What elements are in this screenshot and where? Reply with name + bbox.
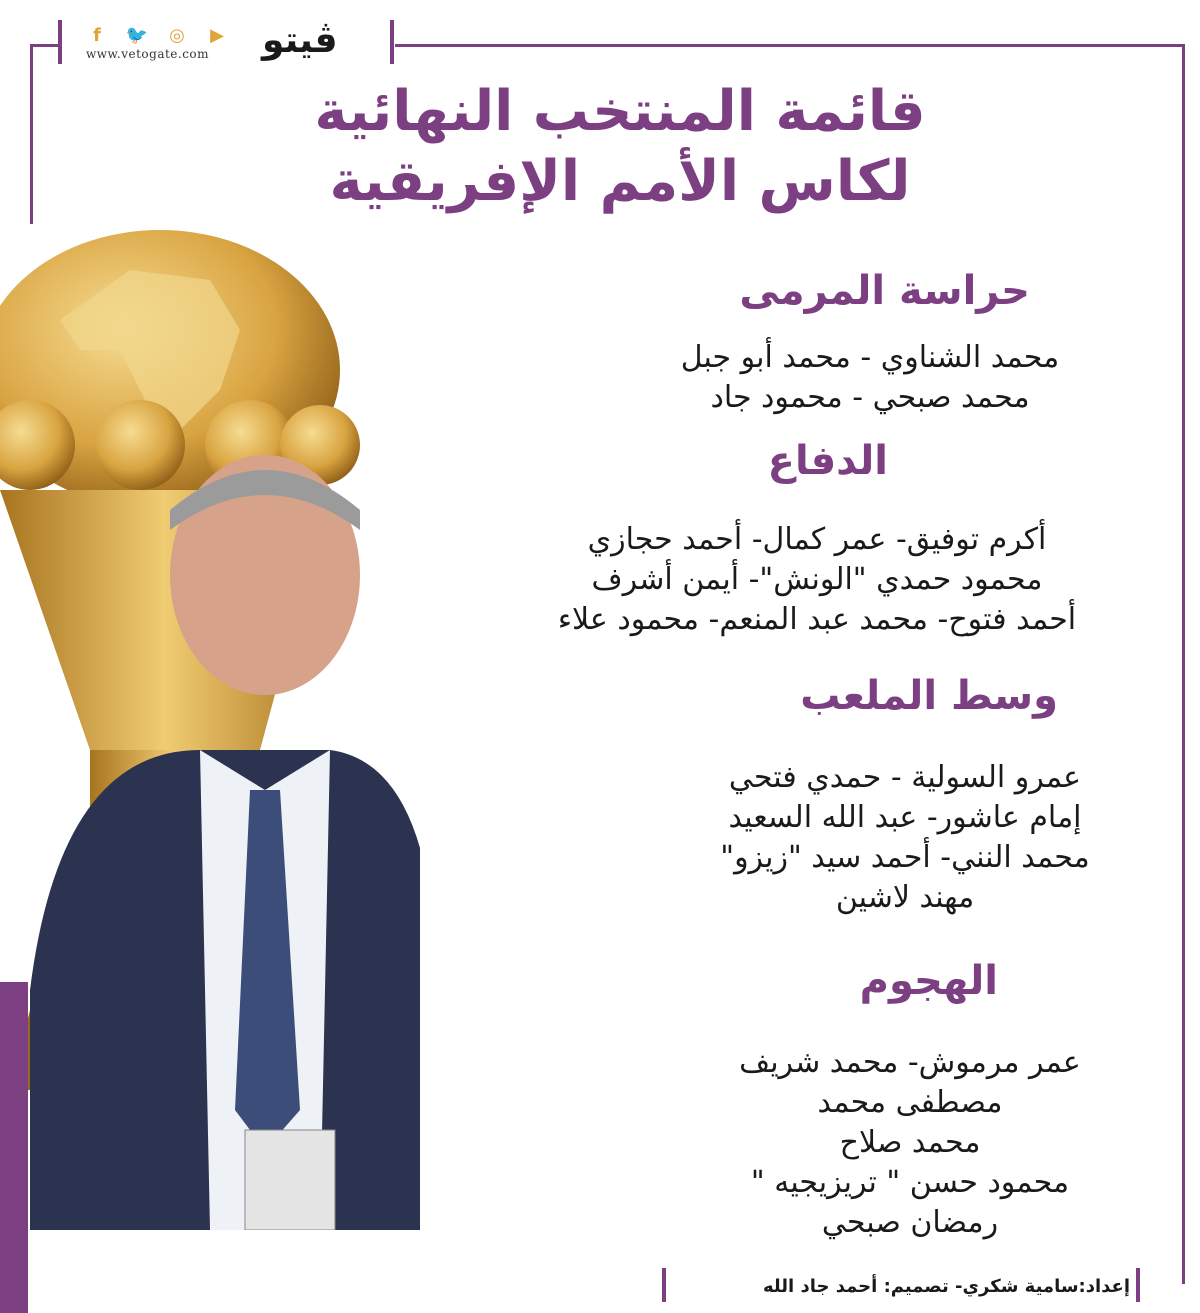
social-icons (84, 22, 230, 48)
header-divider-left (58, 20, 62, 64)
goalkeepers-heading: حراسة المرمى (739, 268, 1030, 314)
midfield-list (670, 758, 1140, 918)
twitter-icon[interactable]: 🐦 (125, 24, 149, 46)
credits: إعداد:سامية شكري- تصميم: أحمد جاد الله (763, 1276, 1130, 1297)
youtube-icon[interactable]: ▶ (210, 24, 224, 46)
page-title-line1: قائمة المنتخب النهائية (314, 79, 926, 144)
midfield-heading: وسط الملعب (800, 673, 1058, 719)
list-item: عمرو السولية - حمدي فتحي (728, 760, 1082, 795)
defense-heading: الدفاع (767, 438, 888, 484)
list-item: محمد النني- أحمد سيد "زيزو" (720, 840, 1090, 875)
list-item: محمد صبحي - محمود جاد (710, 380, 1030, 415)
instagram-icon[interactable]: ◎ (169, 24, 185, 46)
list-item: رمضان صبحي (821, 1205, 999, 1240)
list-item: عمر مرموش- محمد شريف (739, 1045, 1081, 1080)
attack-heading: الهجوم (859, 958, 998, 1004)
trophy-illustration (0, 230, 420, 1230)
attack-list (700, 1043, 1120, 1243)
left-accent-bar (0, 982, 28, 1313)
list-item: أكرم توفيق- عمر كمال- أحمد حجازي (587, 522, 1047, 557)
list-item: محمود حسن " تريزيجيه " (750, 1165, 1070, 1200)
frame-right-vertical (1182, 44, 1185, 1284)
frame-top-right (395, 44, 1185, 47)
list-item: محمد صلاح (839, 1125, 981, 1160)
site-url[interactable]: www.vetogate.com (86, 47, 210, 61)
header-divider-right (390, 20, 394, 64)
list-item: إمام عاشور- عبد الله السعيد (728, 800, 1082, 835)
defense-list (492, 520, 1142, 640)
list-item: أحمد فتوح- محمد عبد المنعم- محمود علاء (557, 602, 1077, 637)
facebook-icon[interactable]: f (93, 24, 101, 46)
list-item: محمود حمدي "الونش"- أيمن أشرف (591, 562, 1043, 597)
page-title-line2: لكاس الأمم الإفريقية (329, 149, 911, 214)
frame-top-left (30, 44, 58, 47)
goalkeepers-list (635, 338, 1105, 418)
list-item: مهند لاشين (835, 880, 975, 915)
frame-left-vertical (30, 44, 33, 224)
footer-divider-right (1136, 1268, 1140, 1302)
list-item: محمد الشناوي - محمد أبو جبل (680, 340, 1060, 375)
list-item: مصطفى محمد (817, 1085, 1003, 1120)
vetogate-logo: ڤيتو (262, 20, 338, 61)
footer-divider-left (662, 1268, 666, 1302)
